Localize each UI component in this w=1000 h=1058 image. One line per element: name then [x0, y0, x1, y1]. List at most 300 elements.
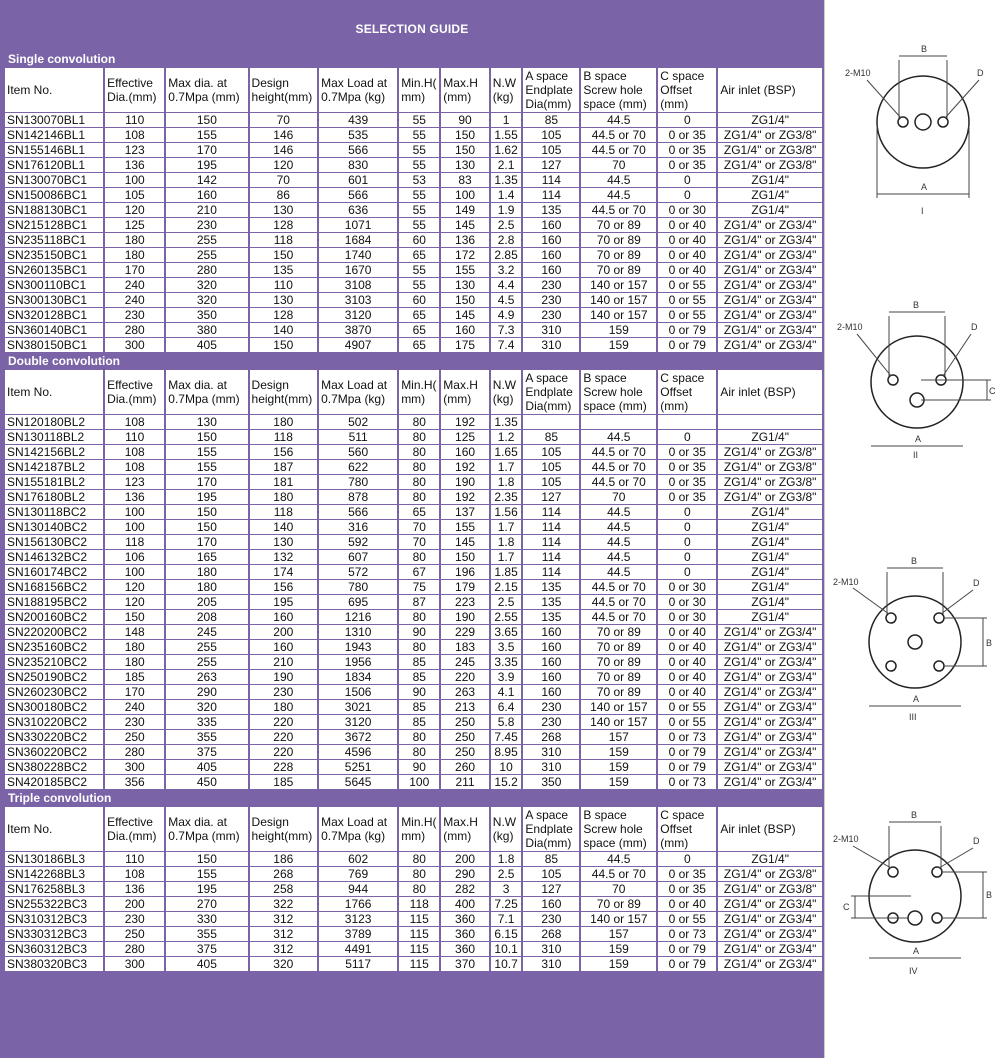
- table-cell: 230: [105, 715, 164, 729]
- table-cell: 70: [581, 882, 656, 896]
- column-header: A space Endplate Dia(mm): [523, 807, 579, 851]
- diagram-type-3: [831, 552, 999, 727]
- table-cell: 108: [105, 445, 164, 459]
- item-number-cell: SN250190BC2: [5, 670, 103, 684]
- column-header-row: [5, 370, 822, 414]
- table-cell: 1.62: [491, 143, 522, 157]
- table-cell: 230: [523, 293, 579, 307]
- table-cell: 150: [166, 520, 247, 534]
- table-cell: 250: [441, 745, 489, 759]
- table-cell: 180: [250, 490, 318, 504]
- table-cell: 230: [523, 700, 579, 714]
- table-cell: 156: [250, 445, 318, 459]
- table-cell: 1.8: [491, 475, 522, 489]
- table-row: [5, 957, 822, 971]
- diagram-type-4-drawing: [831, 806, 999, 986]
- table-cell: ZG1/4" or ZG3/8": [718, 490, 822, 504]
- table-cell: 180: [250, 415, 318, 429]
- table-cell: 100: [105, 505, 164, 519]
- table-cell: 230: [250, 685, 318, 699]
- table-cell: 114: [523, 188, 579, 202]
- table-cell: ZG1/4" or ZG3/4": [718, 338, 822, 352]
- column-header: B space Screw hole space (mm): [581, 370, 656, 414]
- table-cell: 128: [250, 308, 318, 322]
- table-cell: 944: [319, 882, 397, 896]
- item-number-cell: SN215128BC1: [5, 218, 103, 232]
- table-cell: 0: [658, 113, 716, 127]
- table-cell: 0: [658, 188, 716, 202]
- table-cell: 312: [250, 927, 318, 941]
- table-cell: 4491: [319, 942, 397, 956]
- table-cell: 240: [105, 700, 164, 714]
- table-row: [5, 640, 822, 654]
- item-number-cell: SN380228BC2: [5, 760, 103, 774]
- table-cell: 0 or 35: [658, 143, 716, 157]
- table-cell: 0 or 35: [658, 460, 716, 474]
- table-cell: 0 or 79: [658, 760, 716, 774]
- table-cell: 180: [105, 640, 164, 654]
- table-cell: 140: [250, 323, 318, 337]
- table-cell: ZG1/4": [718, 535, 822, 549]
- table-cell: 2.15: [491, 580, 522, 594]
- item-number-cell: SN130070BL1: [5, 113, 103, 127]
- table-cell: 150: [250, 338, 318, 352]
- table-cell: 5251: [319, 760, 397, 774]
- table-cell: 300: [105, 338, 164, 352]
- table-cell: ZG1/4" or ZG3/4": [718, 323, 822, 337]
- table-cell: 75: [399, 580, 439, 594]
- table-cell: 228: [250, 760, 318, 774]
- table-cell: 118: [250, 430, 318, 444]
- table-cell: 179: [441, 580, 489, 594]
- table-cell: 149: [441, 203, 489, 217]
- table-cell: 566: [319, 505, 397, 519]
- table-cell: 230: [523, 278, 579, 292]
- dimension-d-label: D: [973, 836, 980, 846]
- table-cell: 172: [441, 248, 489, 262]
- table-cell: ZG1/4" or ZG3/4": [718, 760, 822, 774]
- table-cell: 53: [399, 173, 439, 187]
- item-number-cell: SN310220BC2: [5, 715, 103, 729]
- table-cell: 195: [166, 158, 247, 172]
- table-cell: ZG1/4": [718, 505, 822, 519]
- table-cell: 55: [399, 188, 439, 202]
- table-cell: ZG1/4" or ZG3/4": [718, 715, 822, 729]
- table-cell: 85: [523, 430, 579, 444]
- table-cell: 0 or 40: [658, 233, 716, 247]
- table-cell: 105: [523, 445, 579, 459]
- table-cell: 3120: [319, 715, 397, 729]
- table-cell: 127: [523, 882, 579, 896]
- table-cell: 560: [319, 445, 397, 459]
- table-row: [5, 158, 822, 172]
- table-cell: ZG1/4" or ZG3/4": [718, 700, 822, 714]
- table-cell: 280: [105, 745, 164, 759]
- table-cell: 502: [319, 415, 397, 429]
- table-cell: 55: [399, 158, 439, 172]
- table-cell: 90: [399, 760, 439, 774]
- table-cell: 155: [441, 520, 489, 534]
- table-cell: 196: [441, 565, 489, 579]
- table-cell: 213: [441, 700, 489, 714]
- diagram-numeral: III: [909, 712, 917, 722]
- column-header: B space Screw hole space (mm): [581, 68, 656, 112]
- diagram-panel: [824, 0, 1000, 1058]
- table-cell: 0 or 40: [658, 640, 716, 654]
- table-cell: 350: [166, 308, 247, 322]
- table-cell: 70 or 89: [581, 685, 656, 699]
- table-cell: 120: [250, 158, 318, 172]
- column-header: N.W (kg): [491, 68, 522, 112]
- table-row: [5, 308, 822, 322]
- column-header: N.W (kg): [491, 370, 522, 414]
- diagram-numeral: II: [913, 450, 919, 460]
- table-cell: 145: [441, 308, 489, 322]
- table-cell: 160: [523, 685, 579, 699]
- table-cell: 70 or 89: [581, 625, 656, 639]
- table-cell: 160: [523, 897, 579, 911]
- table-cell: 150: [441, 143, 489, 157]
- table-row: [5, 730, 822, 744]
- table-cell: ZG1/4" or ZG3/8": [718, 128, 822, 142]
- table-cell: 108: [105, 415, 164, 429]
- table-cell: 80: [399, 445, 439, 459]
- table-cell: 80: [399, 490, 439, 504]
- table-cell: 159: [581, 760, 656, 774]
- table-cell: 220: [250, 715, 318, 729]
- table-cell: 260: [441, 760, 489, 774]
- table-cell: 160: [523, 218, 579, 232]
- table-cell: 2.1: [491, 158, 522, 172]
- table-cell: 105: [105, 188, 164, 202]
- table-cell: 125: [105, 218, 164, 232]
- table-cell: 118: [250, 233, 318, 247]
- table-cell: 60: [399, 293, 439, 307]
- item-number-cell: SN320128BC1: [5, 308, 103, 322]
- table-cell: 0: [658, 565, 716, 579]
- column-header: Max dia. at 0.7Mpa (mm): [166, 807, 247, 851]
- table-cell: 150: [441, 550, 489, 564]
- table-cell: 0 or 35: [658, 490, 716, 504]
- table-cell: 190: [250, 670, 318, 684]
- diagram-type-3-drawing: [831, 552, 999, 727]
- table-cell: ZG1/4" or ZG3/8": [718, 882, 822, 896]
- table-cell: 192: [441, 490, 489, 504]
- table-cell: 290: [441, 867, 489, 881]
- table-cell: 185: [250, 775, 318, 789]
- table-cell: 55: [399, 203, 439, 217]
- column-header: Max.H (mm): [441, 807, 489, 851]
- item-number-cell: SN142146BL1: [5, 128, 103, 142]
- table-cell: 0 or 35: [658, 445, 716, 459]
- table-cell: 255: [166, 248, 247, 262]
- table-cell: 145: [441, 535, 489, 549]
- table-cell: 312: [250, 912, 318, 926]
- table-cell: 230: [523, 308, 579, 322]
- table-cell: 322: [250, 897, 318, 911]
- column-header: A space Endplate Dia(mm): [523, 370, 579, 414]
- column-header: Max.H (mm): [441, 370, 489, 414]
- item-number-cell: SN168156BC2: [5, 580, 103, 594]
- table-row: [5, 203, 822, 217]
- table-cell: 44.5 or 70: [581, 580, 656, 594]
- table-cell: 2.5: [491, 595, 522, 609]
- table-cell: 3103: [319, 293, 397, 307]
- table-cell: 0 or 35: [658, 882, 716, 896]
- table-cell: 380: [166, 323, 247, 337]
- table-cell: 300: [105, 957, 164, 971]
- table-row: [5, 670, 822, 684]
- table-cell: 146: [250, 128, 318, 142]
- item-number-cell: SN130070BC1: [5, 173, 103, 187]
- table-cell: 230: [166, 218, 247, 232]
- table-cell: 1.7: [491, 550, 522, 564]
- table-cell: ZG1/4" or ZG3/4": [718, 927, 822, 941]
- table-cell: 44.5 or 70: [581, 610, 656, 624]
- table-row: [5, 445, 822, 459]
- dimension-b-label: B: [911, 810, 918, 820]
- table-cell: 140 or 157: [581, 308, 656, 322]
- table-cell: 105: [523, 128, 579, 142]
- table-cell: 780: [319, 475, 397, 489]
- table-cell: 145: [441, 218, 489, 232]
- table-row: [5, 550, 822, 564]
- table-cell: [718, 415, 822, 429]
- table-row: [5, 897, 822, 911]
- table-cell: 6.4: [491, 700, 522, 714]
- table-cell: 7.4: [491, 338, 522, 352]
- table-cell: 146: [250, 143, 318, 157]
- table-cell: 160: [250, 610, 318, 624]
- table-cell: 105: [523, 143, 579, 157]
- table-cell: 44.5: [581, 173, 656, 187]
- table-cell: ZG1/4" or ZG3/4": [718, 775, 822, 789]
- table-cell: 270: [166, 897, 247, 911]
- table-cell: 180: [105, 655, 164, 669]
- table-cell: 100: [105, 520, 164, 534]
- table-cell: 1.35: [491, 173, 522, 187]
- dimension-a-label: A: [915, 434, 922, 444]
- table-cell: 44.5: [581, 852, 656, 866]
- table-cell: 120: [105, 595, 164, 609]
- table-cell: ZG1/4": [718, 852, 822, 866]
- table-cell: 65: [399, 338, 439, 352]
- column-header: Max Load at 0.7Mpa (kg): [319, 807, 397, 851]
- column-header: Design height(mm): [250, 370, 318, 414]
- item-number-cell: SN380150BC1: [5, 338, 103, 352]
- table-cell: 1.35: [491, 415, 522, 429]
- table-cell: 2.5: [491, 867, 522, 881]
- table-cell: 0 or 40: [658, 670, 716, 684]
- table-cell: 180: [166, 580, 247, 594]
- table-row: [5, 535, 822, 549]
- table-row: [5, 655, 822, 669]
- table-cell: 44.5 or 70: [581, 867, 656, 881]
- table-row: [5, 248, 822, 262]
- table-cell: 255: [166, 655, 247, 669]
- table-cell: ZG1/4" or ZG3/4": [718, 942, 822, 956]
- table-cell: 7.3: [491, 323, 522, 337]
- table-cell: 100: [105, 565, 164, 579]
- table-cell: 114: [523, 505, 579, 519]
- table-cell: ZG1/4": [718, 580, 822, 594]
- table-cell: 0 or 30: [658, 610, 716, 624]
- table-cell: 1740: [319, 248, 397, 262]
- item-number-cell: SN130118BL2: [5, 430, 103, 444]
- table-cell: 114: [523, 535, 579, 549]
- table-cell: 150: [166, 852, 247, 866]
- table-cell: 159: [581, 338, 656, 352]
- table-cell: 115: [399, 927, 439, 941]
- diagram-numeral: I: [921, 206, 924, 216]
- table-cell: 44.5 or 70: [581, 128, 656, 142]
- item-number-cell: SN142268BL3: [5, 867, 103, 881]
- table-cell: 3.5: [491, 640, 522, 654]
- dimension-a-label: A: [913, 694, 920, 704]
- table-cell: 170: [166, 143, 247, 157]
- table-cell: 250: [105, 730, 164, 744]
- table-cell: 195: [250, 595, 318, 609]
- table-cell: 0 or 79: [658, 338, 716, 352]
- item-number-cell: SN260230BC2: [5, 685, 103, 699]
- table-cell: 44.5 or 70: [581, 475, 656, 489]
- table-cell: 156: [250, 580, 318, 594]
- table-row: [5, 475, 822, 489]
- table-cell: 3: [491, 882, 522, 896]
- table-cell: 159: [581, 942, 656, 956]
- table-cell: 160: [523, 233, 579, 247]
- table-cell: 240: [105, 278, 164, 292]
- table-cell: [658, 415, 716, 429]
- table-cell: 165: [166, 550, 247, 564]
- dimension-a-label: A: [921, 182, 928, 192]
- table-cell: 511: [319, 430, 397, 444]
- table-cell: 70 or 89: [581, 218, 656, 232]
- table-cell: 0 or 35: [658, 158, 716, 172]
- table-cell: 4907: [319, 338, 397, 352]
- table-cell: 44.5 or 70: [581, 445, 656, 459]
- table-cell: 375: [166, 942, 247, 956]
- table-cell: 4.4: [491, 278, 522, 292]
- table-cell: 355: [166, 730, 247, 744]
- table-cell: ZG1/4" or ZG3/8": [718, 445, 822, 459]
- table-cell: 195: [166, 882, 247, 896]
- table-cell: 3789: [319, 927, 397, 941]
- table-cell: ZG1/4" or ZG3/4": [718, 293, 822, 307]
- table-cell: 4.1: [491, 685, 522, 699]
- table-cell: 3.2: [491, 263, 522, 277]
- table-cell: 65: [399, 308, 439, 322]
- table-cell: 150: [105, 610, 164, 624]
- table-cell: 290: [166, 685, 247, 699]
- table-cell: 140 or 157: [581, 278, 656, 292]
- table-cell: ZG1/4" or ZG3/4": [718, 897, 822, 911]
- table-cell: 280: [166, 263, 247, 277]
- table-cell: 180: [166, 565, 247, 579]
- column-header: C space Offset (mm): [658, 68, 716, 112]
- table-cell: 268: [250, 867, 318, 881]
- table-cell: 0 or 55: [658, 700, 716, 714]
- table-cell: 450: [166, 775, 247, 789]
- table-cell: 335: [166, 715, 247, 729]
- table-cell: 211: [441, 775, 489, 789]
- table-cell: 150: [250, 248, 318, 262]
- table-cell: ZG1/4" or ZG3/4": [718, 670, 822, 684]
- item-number-cell: SN120180BL2: [5, 415, 103, 429]
- table-cell: ZG1/4" or ZG3/8": [718, 867, 822, 881]
- dimension-b-side-label: B: [986, 890, 993, 900]
- table-cell: 155: [166, 867, 247, 881]
- table-cell: 105: [523, 867, 579, 881]
- item-number-cell: SN330220BC2: [5, 730, 103, 744]
- table-cell: 55: [399, 278, 439, 292]
- table-cell: 185: [105, 670, 164, 684]
- table-cell: 118: [399, 897, 439, 911]
- table-row: [5, 745, 822, 759]
- table-row: [5, 912, 822, 926]
- table-cell: 356: [105, 775, 164, 789]
- table-cell: 1670: [319, 263, 397, 277]
- table-cell: 592: [319, 535, 397, 549]
- table-cell: 375: [166, 745, 247, 759]
- table-cell: 114: [523, 550, 579, 564]
- table-cell: 140: [250, 520, 318, 534]
- table-cell: 137: [441, 505, 489, 519]
- table-cell: 312: [250, 942, 318, 956]
- table-cell: 3870: [319, 323, 397, 337]
- table-row: [5, 942, 822, 956]
- table-cell: ZG1/4" or ZG3/4": [718, 912, 822, 926]
- table-row: [5, 685, 822, 699]
- table-cell: 44.5: [581, 505, 656, 519]
- table-cell: 55: [399, 218, 439, 232]
- dimension-b-label: B: [913, 300, 920, 310]
- table-cell: 230: [523, 912, 579, 926]
- table-row: [5, 625, 822, 639]
- table-cell: 90: [441, 113, 489, 127]
- table-cell: 4.9: [491, 308, 522, 322]
- table-cell: 80: [399, 745, 439, 759]
- table-cell: 2.8: [491, 233, 522, 247]
- table-cell: 310: [523, 338, 579, 352]
- table-cell: 310: [523, 957, 579, 971]
- table-cell: 157: [581, 730, 656, 744]
- table-cell: 85: [523, 113, 579, 127]
- table-cell: 65: [399, 323, 439, 337]
- table-cell: 160: [523, 263, 579, 277]
- item-number-cell: SN155181BL2: [5, 475, 103, 489]
- table-cell: 310: [523, 760, 579, 774]
- table-cell: 0 or 73: [658, 775, 716, 789]
- table-cell: 180: [105, 248, 164, 262]
- table-cell: 155: [166, 460, 247, 474]
- table-cell: 320: [166, 700, 247, 714]
- table-cell: 70 or 89: [581, 233, 656, 247]
- table-cell: 360: [441, 942, 489, 956]
- table-cell: 150: [441, 293, 489, 307]
- table-cell: 255: [166, 233, 247, 247]
- table-cell: 114: [523, 565, 579, 579]
- table-cell: 622: [319, 460, 397, 474]
- selection-table: [3, 50, 824, 972]
- table-cell: 0 or 55: [658, 293, 716, 307]
- table-cell: 87: [399, 595, 439, 609]
- column-header: Item No.: [5, 370, 103, 414]
- table-cell: 636: [319, 203, 397, 217]
- column-header: B space Screw hole space (mm): [581, 807, 656, 851]
- item-number-cell: SN235150BC1: [5, 248, 103, 262]
- column-header: Min.H( mm): [399, 807, 439, 851]
